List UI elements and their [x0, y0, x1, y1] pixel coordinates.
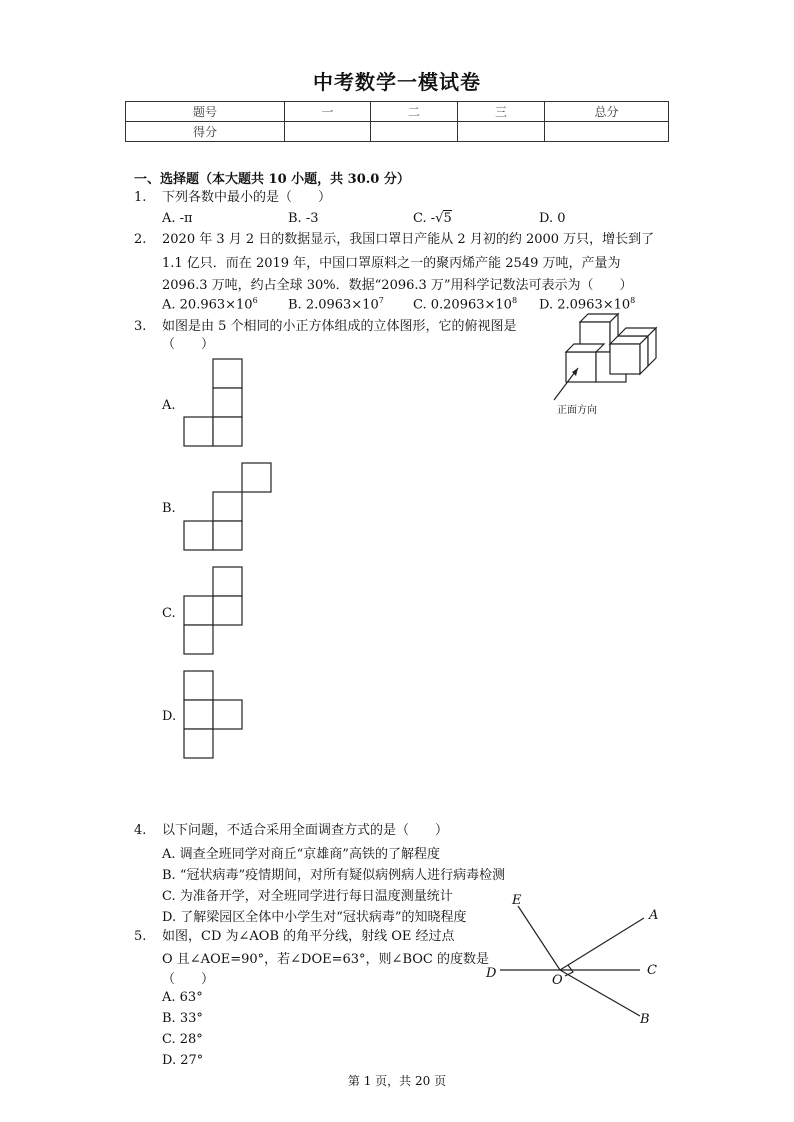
question-text-line: （ ）	[162, 972, 215, 987]
q2-option-a[interactable]: A. $20.963\times 10^6$	[162, 296, 258, 313]
q3-option-a[interactable]: A.	[162, 398, 176, 413]
q1-option-d[interactable]: D. 0	[539, 211, 566, 226]
q4-option-d[interactable]: D. 了解梁园区全体中小学生对“冠状病毒”的知晓程度	[162, 910, 467, 925]
question-number: 4.	[134, 823, 147, 838]
q2-option-d[interactable]: D. $2.0963\times 10^8$	[539, 296, 636, 313]
q5-option-c[interactable]: C. 28°	[162, 1032, 203, 1047]
point-label-d: D	[486, 966, 497, 981]
score-table-cell: 题号	[126, 102, 285, 122]
score-table-cell: 一	[285, 102, 371, 122]
score-table-cell: 二	[371, 102, 458, 122]
page-footer: 第 1 页，共 20 页	[347, 1074, 447, 1088]
q5-option-a[interactable]: A. 63°	[162, 990, 203, 1005]
q3-option-b[interactable]: B.	[162, 501, 176, 516]
point-label-c: C	[647, 963, 657, 978]
q4-option-a[interactable]: A. 调查全班同学对商丘“京雄商”高铁的了解程度	[162, 847, 440, 862]
q5-option-b[interactable]: B. 33°	[162, 1011, 203, 1026]
q5-option-d[interactable]: D. 27°	[162, 1053, 204, 1068]
question-number: 2.	[134, 232, 147, 247]
score-table	[125, 101, 669, 142]
score-table-score-row	[126, 122, 669, 142]
q1-option-b[interactable]: B. -3	[288, 211, 319, 226]
q3-option-c[interactable]: C.	[162, 606, 176, 621]
q4-option-b[interactable]: B. “冠状病毒”疫情期间，对所有疑似病例病人进行病毒检测	[162, 868, 506, 883]
question-text-line: 1.1 亿只．而在 2019 年，中国口罩原料之一的聚丙烯产能 2549 万吨，产量为	[162, 256, 621, 271]
question-text-line: 2096.3 万吨，约占全球 30%．数据“2096.3 万”用科学记数法可表示为（ ）	[162, 278, 633, 293]
section-heading: 一、选择题（本大题共 10 小题，共 30.0 分）	[134, 172, 410, 187]
q3-option-a-figure	[183, 358, 245, 450]
q2-option-c[interactable]: C. $0.20963\times 10^8$	[413, 296, 518, 313]
question-text-line: 如图是由 5 个相同的小正方体组成的立体图形，它的俯视图是	[162, 319, 517, 334]
q2-option-b[interactable]: B. $2.0963\times 10^7$	[288, 296, 384, 313]
page-title: 中考数学一模试卷	[313, 70, 481, 94]
point-label-e: E	[512, 893, 522, 908]
question-text-line: （ ）	[162, 337, 215, 352]
q1-option-a[interactable]: A. -π	[162, 211, 193, 226]
question-text-line: 2020 年 3 月 2 日的数据显示，我国口罩日产能从 2 月初的约 2000 万只，增长到了	[162, 232, 655, 247]
question-text-line: O 且∠AOE=90°，若∠DOE=63°，则∠BOC 的度数是	[162, 952, 489, 967]
point-label-a: A	[649, 908, 659, 923]
q1-option-c[interactable]: C. -√5	[413, 211, 452, 226]
question-number: 3.	[134, 319, 147, 334]
score-table-cell: 三	[458, 102, 545, 122]
front-direction-label: 正面方向	[557, 405, 597, 416]
score-input-cell[interactable]	[285, 122, 371, 142]
point-label-o: O	[552, 973, 563, 988]
score-input-cell[interactable]	[458, 122, 545, 142]
score-table-header-row	[126, 102, 669, 122]
q3-option-d-figure	[183, 670, 245, 762]
q3-option-b-figure	[183, 462, 275, 554]
score-table-cell: 总分	[545, 102, 669, 122]
score-input-cell[interactable]	[545, 122, 669, 142]
radical-sign: √	[435, 211, 444, 226]
question-text: 下列各数中最小的是（ ）	[162, 190, 332, 205]
question-text: 以下问题，不适合采用全面调查方式的是（ ）	[162, 823, 449, 838]
q3-option-c-figure	[183, 566, 245, 658]
question-number: 5.	[134, 929, 147, 944]
point-label-b: B	[640, 1012, 650, 1027]
q3-option-d[interactable]: D.	[162, 709, 177, 724]
score-input-cell[interactable]	[371, 122, 458, 142]
q4-option-c[interactable]: C. 为准备开学，对全班同学进行每日温度测量统计	[162, 889, 453, 904]
question-number: 1.	[134, 190, 147, 205]
score-table-cell: 得分	[126, 122, 285, 142]
question-text-line: 如图，CD 为∠AOB 的角平分线，射线 OE 经过点	[162, 929, 455, 944]
